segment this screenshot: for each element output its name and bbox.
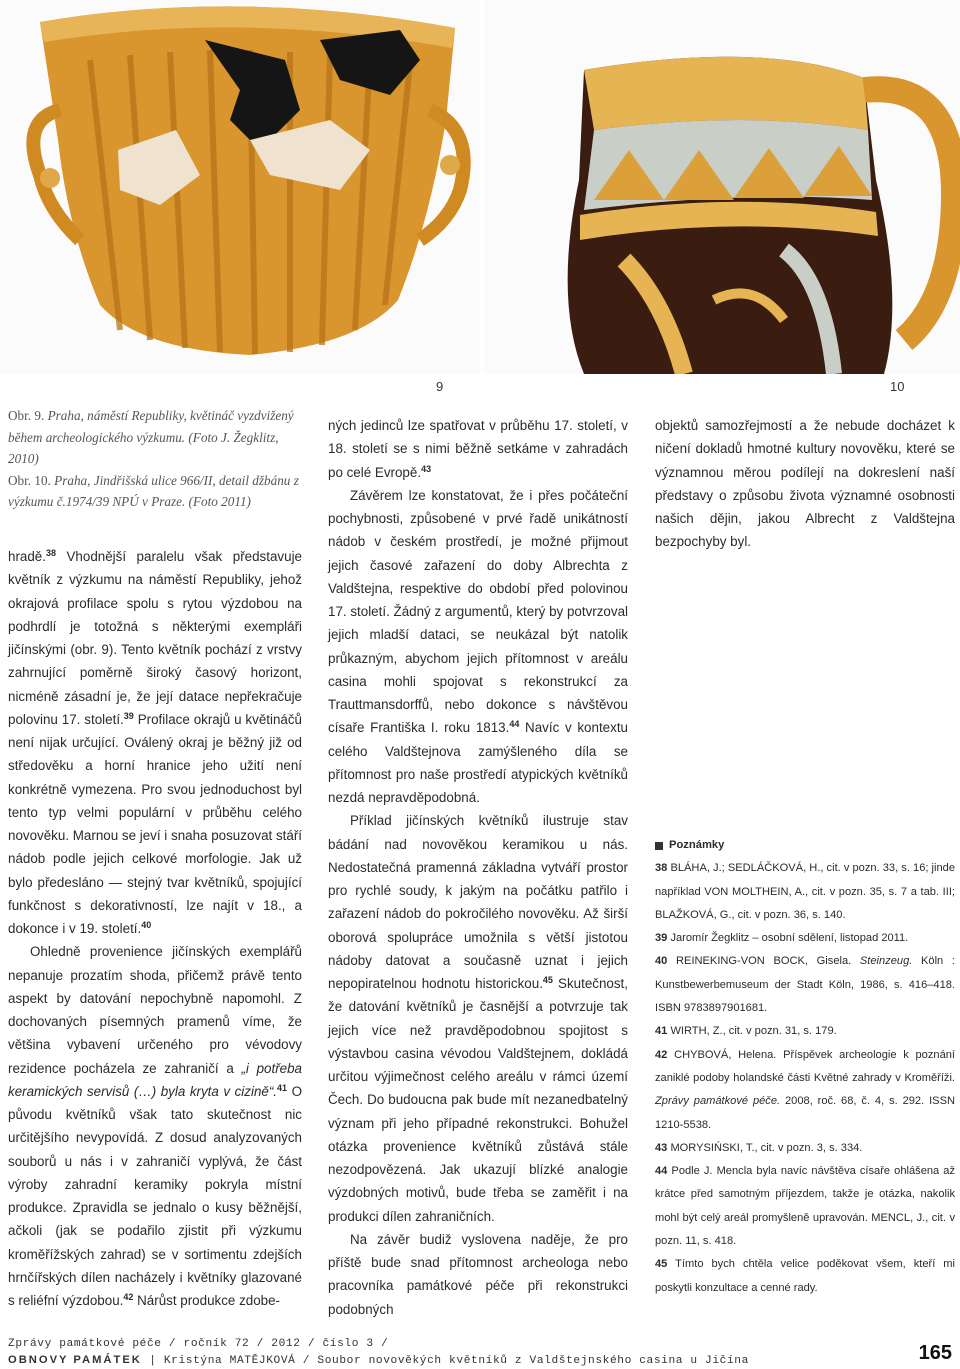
paragraph: Ohledně provenience jičínských exemplářů nepanuje prozatím shoda, přičemž právě tento aspekt by datování nepochybně napomohl. Z dochovaných písemných pramenů víme, že většina vybavení určeného pro vévodovy rezidence pocházela ze zahraničí a „i potřeba keramických servisů (…) byla kryta v cizině“.$^{41}$ O původu květníků však tato skutečnost nic určitějšího nevypovídá. Z dosud analyzovaných souborů u nás i v zahraničí vyplývá, že část výroby zahradní keramiky pokryla místní produkce. Zpravidla se jednalo o kusy běžnější, ačkoli (jak se podařilo zjistit při výzkumu kroměřížských zahrad) se v sortimentu zdejších hrnčířských dílen nacházely i květníky glazované s reliéfní výzdobou.$^{42}$ Nárůst produkce zdobe- bbox=[8, 944, 303, 1308]
footnote: 41 WIRTH, Z., cit. v pozn. 31, s. 179. bbox=[655, 1025, 837, 1038]
footnote: 40 REINEKING-VON BOCK, Gisela. Steinzeug. Köln : Kunstbewerbemuseum der Stadt Köln, 1986, s. 416–418. ISBN 9783897901681. bbox=[655, 955, 955, 1015]
footnote: 43 MORYSIŃSKI, T., cit. v pozn. 3, s. 334. bbox=[655, 1141, 863, 1154]
fig9-label: Obr. 9. bbox=[8, 408, 45, 423]
paragraph: hradě.$^{38}$ Vhodnější paralelu však představuje květník z výzkumu na náměstí Republiky, jehož okrajová profilace spolu s rytou výzdobou na podhrdlí je totožná s některými exempláři jičínskými (obr. 9). Tento květník pochází z vrstvy zahrnující poměrně široký časový horizont, nicméně zásadní je, že její datace nepřekračuje polovinu 17. století.$^{39}$ Profilace okrajů u květináčů není nijak určující. Oválený okraj je běžný již od středověku a horní hranice jeho užití není konkrétně vymezena. Pro svou jednoduchost byl tento typ velmi populární v průběhu celého novověku. Marnou se jeví i snaha posuzovat stáří nádob podle jejich celkové morfologie. Jak už bylo předesláno — stejný tvar květníků, spojující funkčnost s dekorativností, lze najít v 18., a dokonce i v 19. století.$^{40}$ bbox=[8, 548, 303, 936]
footnote: 38 BLÁHA, J.; SEDLÁČKOVÁ, H., cit. v pozn. 33, s. 16; jinde například VON MOLTHEIN, A., cit. v pozn. 35, s. 7 a tab. III; BLAŽKOVÁ, G., cit. v pozn. 36, s. 140. bbox=[655, 862, 955, 921]
footnote: 44 Podle J. Mencla byla navíc návštěva císaře ohlášena až krátce před samotným příjezdem, takže je otázka, nakolik mohl být celý areál promyšleně upravován. MENCL, J., cit. v pozn. 11, s. 418. bbox=[655, 1165, 955, 1248]
footnote: 42 CHYBOVÁ, Helena. Příspěvek archeologie k poznání zaniklé podoby holandské části Květné zahrady v Kroměříži. Zprávy památkové péče. 2008, roč. 68, č. 4, s. 292. ISSN 1210-5538. bbox=[655, 1048, 955, 1131]
paragraph: Závěrem lze konstatovat, že i přes počáteční pochybnosti, způsobené v prvé řadě unikátností nádob v českém prostředí, je možné přijmout jejich časové zařazení do doby Albrechta z Valdštejna, respektive do období před polovinou 17. století. Žádný z argumentů, který by potvrzoval jejich mladší dataci, se neukázal být natolik průkazným, abychom jejich přítomnost v areálu casina mohli spojovat s rekonstrukcí za Trauttmansdorffů, nebo dokonce s návštěvou císaře Františka I. roku 1813.44 Navíc v kontextu celého Valdštejnova zamýšleného díla se přítomnost pro naše prostředí atypických květníků nezdá nepravděpodobná. bbox=[328, 487, 628, 805]
photo-jug bbox=[484, 0, 960, 374]
text-column-3 bbox=[655, 414, 955, 554]
paragraph: ných jedinců lze spatřovat v průběhu 17. století, v 18. století se s nimi běžně setkáme v zahradách po celé Evropě.$^{43}$ bbox=[328, 418, 628, 480]
photo-number-left: 9 bbox=[436, 379, 444, 394]
notes-heading: Poznámky bbox=[655, 834, 955, 857]
figure-caption bbox=[8, 405, 308, 513]
bullet-square-icon bbox=[655, 842, 663, 850]
paragraph: Na závěr budiž vyslovena naděje, že pro příště bude snad přítomnost archeologa nebo pracovníka památkové péče při rekonstrukci podobných bbox=[328, 1231, 628, 1317]
text-column-2 bbox=[328, 414, 628, 1321]
journal-line: Zprávy památkové péče / ročník 72 / 2012 / číslo 3 / bbox=[8, 1338, 389, 1350]
footnotes bbox=[655, 834, 955, 1300]
page-number: 165 bbox=[918, 1342, 952, 1364]
footnote: 39 Jaromír Žegklitz – osobní sdělení, listopad 2011. bbox=[655, 932, 909, 945]
fig9-text: Praha, náměstí Republiky, květináč vyzdvižený během archeologického výzkumu. (Foto J. Žegklitz, 2010) bbox=[8, 408, 294, 466]
photo-number-right: 10 bbox=[890, 379, 905, 394]
footnote: 45 Tímto bych chtěla velice poděkovat všem, kteří mi poskytli konzultace a cenné rady. bbox=[655, 1258, 955, 1294]
paragraph: Příklad jičínských květníků ilustruje stav bádání nad novověkou keramikou u nás. Nedostatečná pramenná základna vytváří prostor pro rychlé soudy, k jakým na počátku patřilo i zařazení nádob do pokročilého novověku. Až širší oborová spolupráce umožnila s větší jistotou nádoby datovat a současně uznat i jejich nepopiratelnou hodnotu historickou.$^{45}$ Skutečnost, že datování květníků je časnější a potvrzuje tak jejich více než pravděpodobnou spojitost s výstavbou casina vévodou Valdštejnem, dokládá určitou výjimečnost celého areálu v rámci území Čech. Do budoucna pak bude mít nezanedbatelný význam při jeho případné rekonstrukci. Bohužel otázka provenience květníků zůstává stále nezodpovězená. Jak ukazují blízké analogie výzdobných motivů, bude třeba se zaměřit i na produkci dílen zahraničních. bbox=[328, 813, 628, 1224]
paragraph: objektů samozřejmostí a že nebude docházet k ničení dokladů hmotné kultury novověku, které se významnou měrou podílejí na dokreslení naší představy o způsobu života významné osobnosti našich dějin, jakou Albrecht z Valdštejna bezpochyby byl. bbox=[655, 418, 955, 550]
fig10-label: Obr. 10. bbox=[8, 472, 51, 488]
text-column-1 bbox=[8, 545, 302, 1312]
page-footer bbox=[8, 1336, 953, 1369]
article-line: OBNOVY PAMÁTEK | Kristýna MATĚJKOVÁ / Soubor novověkých květníků z Valdštejnského casina u Jičína bbox=[8, 1354, 749, 1367]
fig10-text: Praha, Jindřišská ulice 966/II, detail džbánu z výzkumu č.1974/39 NPÚ v Praze. (Foto 2011) bbox=[8, 472, 299, 509]
photo-flowerpot bbox=[0, 0, 480, 374]
